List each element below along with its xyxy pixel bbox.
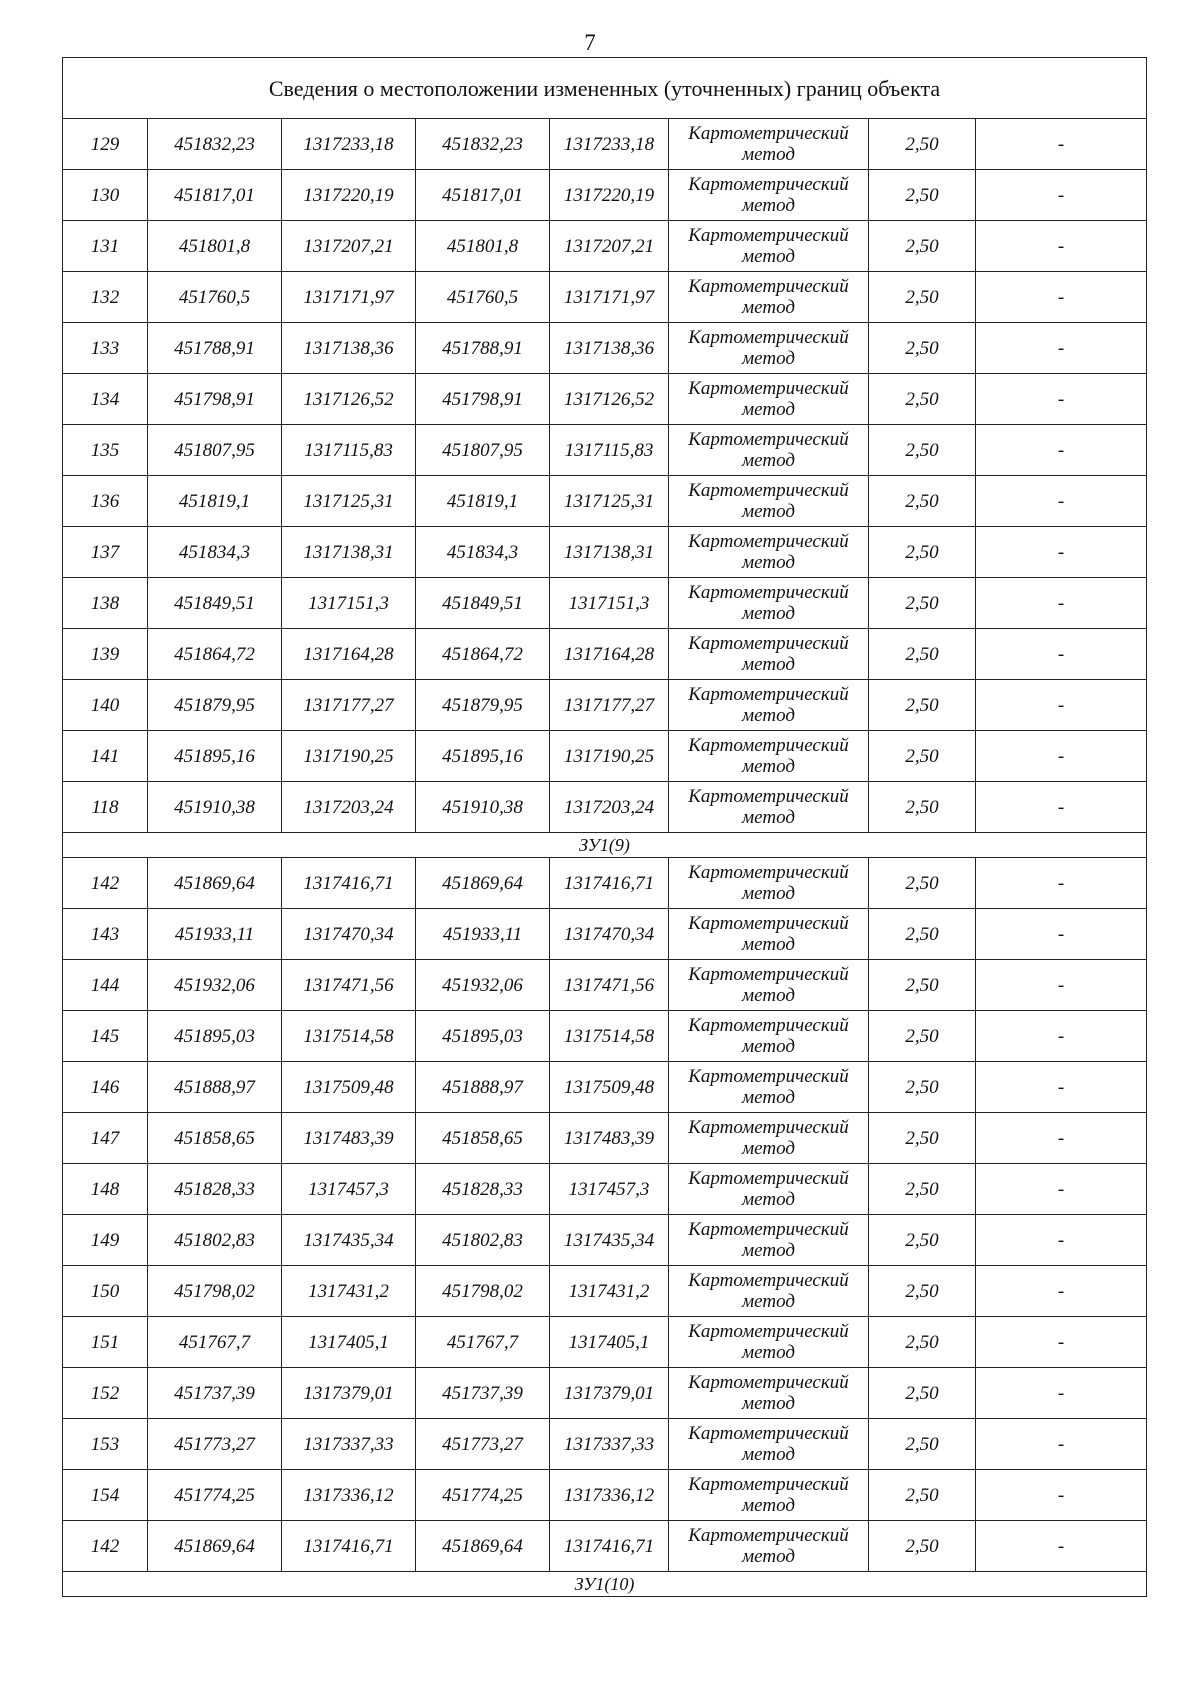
- point-number-cell: 142: [63, 858, 148, 909]
- method-cell: Картометрический метод: [669, 374, 869, 425]
- method-cell: Картометрический метод: [669, 1317, 869, 1368]
- table-row: [63, 858, 1147, 909]
- y-new-cell: 1317164,28: [550, 629, 669, 680]
- method-cell: Картометрический метод: [669, 1521, 869, 1572]
- table-row: [63, 731, 1147, 782]
- y-existing-cell: 1317483,39: [282, 1113, 416, 1164]
- note-cell: -: [976, 221, 1147, 272]
- accuracy-cell: 2,50: [869, 782, 976, 833]
- x-new-cell: 451879,95: [416, 680, 550, 731]
- y-existing-cell: 1317514,58: [282, 1011, 416, 1062]
- x-existing-cell: 451933,11: [148, 909, 282, 960]
- note-cell: -: [976, 1266, 1147, 1317]
- x-existing-cell: 451788,91: [148, 323, 282, 374]
- accuracy-cell: 2,50: [869, 323, 976, 374]
- point-number-cell: 143: [63, 909, 148, 960]
- table-row: [63, 323, 1147, 374]
- table-row: [63, 1368, 1147, 1419]
- x-new-cell: 451798,91: [416, 374, 550, 425]
- y-existing-cell: 1317125,31: [282, 476, 416, 527]
- accuracy-cell: 2,50: [869, 960, 976, 1011]
- y-existing-cell: 1317171,97: [282, 272, 416, 323]
- y-new-cell: 1317115,83: [550, 425, 669, 476]
- note-cell: -: [976, 425, 1147, 476]
- accuracy-cell: 2,50: [869, 1215, 976, 1266]
- y-new-cell: 1317138,36: [550, 323, 669, 374]
- table-row: [63, 1266, 1147, 1317]
- table-row: [63, 1419, 1147, 1470]
- method-cell: Картометрический метод: [669, 272, 869, 323]
- x-existing-cell: 451864,72: [148, 629, 282, 680]
- x-existing-cell: 451869,64: [148, 1521, 282, 1572]
- y-existing-cell: 1317138,36: [282, 323, 416, 374]
- point-number-cell: 140: [63, 680, 148, 731]
- method-cell: Картометрический метод: [669, 629, 869, 680]
- note-cell: -: [976, 119, 1147, 170]
- table-row: [63, 374, 1147, 425]
- x-existing-cell: 451849,51: [148, 578, 282, 629]
- note-cell: -: [976, 629, 1147, 680]
- x-existing-cell: 451910,38: [148, 782, 282, 833]
- y-existing-cell: 1317431,2: [282, 1266, 416, 1317]
- point-number-cell: 145: [63, 1011, 148, 1062]
- x-new-cell: 451888,97: [416, 1062, 550, 1113]
- x-new-cell: 451737,39: [416, 1368, 550, 1419]
- y-existing-cell: 1317435,34: [282, 1215, 416, 1266]
- note-cell: -: [976, 1368, 1147, 1419]
- y-existing-cell: 1317138,31: [282, 527, 416, 578]
- table-row: [63, 119, 1147, 170]
- x-existing-cell: 451737,39: [148, 1368, 282, 1419]
- note-cell: -: [976, 909, 1147, 960]
- note-cell: -: [976, 858, 1147, 909]
- y-existing-cell: 1317115,83: [282, 425, 416, 476]
- y-existing-cell: 1317470,34: [282, 909, 416, 960]
- y-existing-cell: 1317177,27: [282, 680, 416, 731]
- note-cell: -: [976, 960, 1147, 1011]
- point-number-cell: 135: [63, 425, 148, 476]
- table-body: [63, 58, 1147, 1597]
- y-new-cell: 1317207,21: [550, 221, 669, 272]
- point-number-cell: 154: [63, 1470, 148, 1521]
- x-existing-cell: 451879,95: [148, 680, 282, 731]
- y-new-cell: 1317233,18: [550, 119, 669, 170]
- x-new-cell: 451832,23: [416, 119, 550, 170]
- accuracy-cell: 2,50: [869, 1521, 976, 1572]
- point-number-cell: 148: [63, 1164, 148, 1215]
- table-row: [63, 909, 1147, 960]
- table-row: [63, 425, 1147, 476]
- x-existing-cell: 451895,16: [148, 731, 282, 782]
- y-existing-cell: 1317164,28: [282, 629, 416, 680]
- method-cell: Картометрический метод: [669, 221, 869, 272]
- accuracy-cell: 2,50: [869, 527, 976, 578]
- x-existing-cell: 451819,1: [148, 476, 282, 527]
- coordinates-table: [62, 57, 1147, 1597]
- note-cell: -: [976, 527, 1147, 578]
- method-cell: Картометрический метод: [669, 170, 869, 221]
- accuracy-cell: 2,50: [869, 909, 976, 960]
- x-new-cell: 451760,5: [416, 272, 550, 323]
- x-existing-cell: 451834,3: [148, 527, 282, 578]
- x-new-cell: 451864,72: [416, 629, 550, 680]
- method-cell: Картометрический метод: [669, 323, 869, 374]
- point-number-cell: 142: [63, 1521, 148, 1572]
- note-cell: -: [976, 1470, 1147, 1521]
- note-cell: -: [976, 476, 1147, 527]
- method-cell: Картометрический метод: [669, 1419, 869, 1470]
- note-cell: -: [976, 680, 1147, 731]
- point-number-cell: 139: [63, 629, 148, 680]
- y-existing-cell: 1317471,56: [282, 960, 416, 1011]
- method-cell: Картометрический метод: [669, 1215, 869, 1266]
- accuracy-cell: 2,50: [869, 1164, 976, 1215]
- accuracy-cell: 2,50: [869, 374, 976, 425]
- table-row: [63, 1470, 1147, 1521]
- y-new-cell: 1317405,1: [550, 1317, 669, 1368]
- x-new-cell: 451773,27: [416, 1419, 550, 1470]
- accuracy-cell: 2,50: [869, 1317, 976, 1368]
- y-existing-cell: 1317336,12: [282, 1470, 416, 1521]
- table-row: [63, 1317, 1147, 1368]
- table-row: [63, 1062, 1147, 1113]
- method-cell: Картометрический метод: [669, 782, 869, 833]
- y-existing-cell: 1317126,52: [282, 374, 416, 425]
- x-existing-cell: 451817,01: [148, 170, 282, 221]
- table-row: [63, 221, 1147, 272]
- y-new-cell: 1317471,56: [550, 960, 669, 1011]
- y-new-cell: 1317431,2: [550, 1266, 669, 1317]
- y-new-cell: 1317509,48: [550, 1062, 669, 1113]
- note-cell: -: [976, 1062, 1147, 1113]
- x-existing-cell: 451828,33: [148, 1164, 282, 1215]
- y-new-cell: 1317125,31: [550, 476, 669, 527]
- accuracy-cell: 2,50: [869, 272, 976, 323]
- method-cell: Картометрический метод: [669, 858, 869, 909]
- table-row: [63, 1215, 1147, 1266]
- y-new-cell: 1317379,01: [550, 1368, 669, 1419]
- note-cell: -: [976, 272, 1147, 323]
- x-existing-cell: 451760,5: [148, 272, 282, 323]
- method-cell: Картометрический метод: [669, 1368, 869, 1419]
- x-new-cell: 451788,91: [416, 323, 550, 374]
- x-existing-cell: 451895,03: [148, 1011, 282, 1062]
- point-number-cell: 130: [63, 170, 148, 221]
- point-number-cell: 136: [63, 476, 148, 527]
- table-row: [63, 527, 1147, 578]
- x-existing-cell: 451798,91: [148, 374, 282, 425]
- x-new-cell: 451933,11: [416, 909, 550, 960]
- x-existing-cell: 451767,7: [148, 1317, 282, 1368]
- point-number-cell: 134: [63, 374, 148, 425]
- note-cell: -: [976, 578, 1147, 629]
- point-number-cell: 132: [63, 272, 148, 323]
- x-new-cell: 451819,1: [416, 476, 550, 527]
- method-cell: Картометрический метод: [669, 476, 869, 527]
- point-number-cell: 153: [63, 1419, 148, 1470]
- x-existing-cell: 451858,65: [148, 1113, 282, 1164]
- x-existing-cell: 451869,64: [148, 858, 282, 909]
- accuracy-cell: 2,50: [869, 1266, 976, 1317]
- point-number-cell: 150: [63, 1266, 148, 1317]
- accuracy-cell: 2,50: [869, 1368, 976, 1419]
- method-cell: Картометрический метод: [669, 909, 869, 960]
- accuracy-cell: 2,50: [869, 119, 976, 170]
- x-new-cell: 451817,01: [416, 170, 550, 221]
- method-cell: Картометрический метод: [669, 1113, 869, 1164]
- method-cell: Картометрический метод: [669, 119, 869, 170]
- note-cell: -: [976, 323, 1147, 374]
- table-row: [63, 629, 1147, 680]
- table-row: [63, 170, 1147, 221]
- point-number-cell: 149: [63, 1215, 148, 1266]
- x-existing-cell: 451774,25: [148, 1470, 282, 1521]
- y-new-cell: 1317177,27: [550, 680, 669, 731]
- y-existing-cell: 1317457,3: [282, 1164, 416, 1215]
- y-new-cell: 1317203,24: [550, 782, 669, 833]
- note-cell: -: [976, 1521, 1147, 1572]
- y-new-cell: 1317416,71: [550, 858, 669, 909]
- y-new-cell: 1317190,25: [550, 731, 669, 782]
- x-new-cell: 451828,33: [416, 1164, 550, 1215]
- y-new-cell: 1317171,97: [550, 272, 669, 323]
- note-cell: -: [976, 1011, 1147, 1062]
- y-existing-cell: 1317379,01: [282, 1368, 416, 1419]
- method-cell: Картометрический метод: [669, 1164, 869, 1215]
- accuracy-cell: 2,50: [869, 858, 976, 909]
- x-new-cell: 451834,3: [416, 527, 550, 578]
- x-existing-cell: 451773,27: [148, 1419, 282, 1470]
- point-number-cell: 147: [63, 1113, 148, 1164]
- table-row: [63, 960, 1147, 1011]
- table-row: [63, 680, 1147, 731]
- x-new-cell: 451801,8: [416, 221, 550, 272]
- y-existing-cell: 1317509,48: [282, 1062, 416, 1113]
- x-new-cell: 451858,65: [416, 1113, 550, 1164]
- table-row: [63, 1164, 1147, 1215]
- x-new-cell: 451869,64: [416, 1521, 550, 1572]
- x-existing-cell: 451888,97: [148, 1062, 282, 1113]
- table-row: [63, 476, 1147, 527]
- accuracy-cell: 2,50: [869, 1113, 976, 1164]
- y-existing-cell: 1317207,21: [282, 221, 416, 272]
- x-existing-cell: 451932,06: [148, 960, 282, 1011]
- section-label: ЗУ1(9): [63, 833, 1147, 858]
- y-new-cell: 1317138,31: [550, 527, 669, 578]
- y-new-cell: 1317483,39: [550, 1113, 669, 1164]
- accuracy-cell: 2,50: [869, 731, 976, 782]
- point-number-cell: 151: [63, 1317, 148, 1368]
- table-row: [63, 272, 1147, 323]
- x-existing-cell: 451798,02: [148, 1266, 282, 1317]
- x-new-cell: 451932,06: [416, 960, 550, 1011]
- point-number-cell: 118: [63, 782, 148, 833]
- table-title: Сведения о местоположении измененных (уточненных) границ объекта: [63, 58, 1147, 119]
- y-existing-cell: 1317203,24: [282, 782, 416, 833]
- page-number: 7: [584, 30, 596, 55]
- x-new-cell: 451798,02: [416, 1266, 550, 1317]
- accuracy-cell: 2,50: [869, 425, 976, 476]
- accuracy-cell: 2,50: [869, 170, 976, 221]
- y-new-cell: 1317126,52: [550, 374, 669, 425]
- section-label: ЗУ1(10): [63, 1572, 1147, 1597]
- y-new-cell: 1317416,71: [550, 1521, 669, 1572]
- y-existing-cell: 1317416,71: [282, 1521, 416, 1572]
- section-header-row: [63, 833, 1147, 858]
- x-existing-cell: 451801,8: [148, 221, 282, 272]
- x-new-cell: 451895,16: [416, 731, 550, 782]
- x-existing-cell: 451802,83: [148, 1215, 282, 1266]
- accuracy-cell: 2,50: [869, 1470, 976, 1521]
- note-cell: -: [976, 1113, 1147, 1164]
- accuracy-cell: 2,50: [869, 476, 976, 527]
- accuracy-cell: 2,50: [869, 221, 976, 272]
- table-title-row: [63, 58, 1147, 119]
- point-number-cell: 152: [63, 1368, 148, 1419]
- y-new-cell: 1317220,19: [550, 170, 669, 221]
- y-existing-cell: 1317405,1: [282, 1317, 416, 1368]
- x-new-cell: 451774,25: [416, 1470, 550, 1521]
- note-cell: -: [976, 1419, 1147, 1470]
- note-cell: -: [976, 731, 1147, 782]
- table-row: [63, 1011, 1147, 1062]
- x-new-cell: 451869,64: [416, 858, 550, 909]
- note-cell: -: [976, 170, 1147, 221]
- point-number-cell: 137: [63, 527, 148, 578]
- y-new-cell: 1317336,12: [550, 1470, 669, 1521]
- accuracy-cell: 2,50: [869, 1011, 976, 1062]
- y-existing-cell: 1317220,19: [282, 170, 416, 221]
- method-cell: Картометрический метод: [669, 1470, 869, 1521]
- method-cell: Картометрический метод: [669, 680, 869, 731]
- y-new-cell: 1317435,34: [550, 1215, 669, 1266]
- table-row: [63, 1521, 1147, 1572]
- x-existing-cell: 451807,95: [148, 425, 282, 476]
- y-new-cell: 1317151,3: [550, 578, 669, 629]
- table-row: [63, 782, 1147, 833]
- accuracy-cell: 2,50: [869, 1062, 976, 1113]
- y-new-cell: 1317470,34: [550, 909, 669, 960]
- x-existing-cell: 451832,23: [148, 119, 282, 170]
- section-header-row: [63, 1572, 1147, 1597]
- y-existing-cell: 1317151,3: [282, 578, 416, 629]
- note-cell: -: [976, 1215, 1147, 1266]
- x-new-cell: 451807,95: [416, 425, 550, 476]
- x-new-cell: 451767,7: [416, 1317, 550, 1368]
- method-cell: Картометрический метод: [669, 578, 869, 629]
- accuracy-cell: 2,50: [869, 1419, 976, 1470]
- y-new-cell: 1317457,3: [550, 1164, 669, 1215]
- y-existing-cell: 1317337,33: [282, 1419, 416, 1470]
- point-number-cell: 146: [63, 1062, 148, 1113]
- point-number-cell: 141: [63, 731, 148, 782]
- method-cell: Картометрический метод: [669, 731, 869, 782]
- x-new-cell: 451802,83: [416, 1215, 550, 1266]
- x-new-cell: 451910,38: [416, 782, 550, 833]
- method-cell: Картометрический метод: [669, 1266, 869, 1317]
- y-new-cell: 1317337,33: [550, 1419, 669, 1470]
- point-number-cell: 144: [63, 960, 148, 1011]
- point-number-cell: 133: [63, 323, 148, 374]
- method-cell: Картометрический метод: [669, 1062, 869, 1113]
- point-number-cell: 129: [63, 119, 148, 170]
- y-new-cell: 1317514,58: [550, 1011, 669, 1062]
- note-cell: -: [976, 1164, 1147, 1215]
- y-existing-cell: 1317190,25: [282, 731, 416, 782]
- method-cell: Картометрический метод: [669, 1011, 869, 1062]
- y-existing-cell: 1317416,71: [282, 858, 416, 909]
- point-number-cell: 138: [63, 578, 148, 629]
- table-row: [63, 578, 1147, 629]
- x-new-cell: 451849,51: [416, 578, 550, 629]
- method-cell: Картометрический метод: [669, 960, 869, 1011]
- method-cell: Картометрический метод: [669, 425, 869, 476]
- accuracy-cell: 2,50: [869, 629, 976, 680]
- table-row: [63, 1113, 1147, 1164]
- point-number-cell: 131: [63, 221, 148, 272]
- method-cell: Картометрический метод: [669, 527, 869, 578]
- y-existing-cell: 1317233,18: [282, 119, 416, 170]
- x-new-cell: 451895,03: [416, 1011, 550, 1062]
- note-cell: -: [976, 782, 1147, 833]
- note-cell: -: [976, 374, 1147, 425]
- accuracy-cell: 2,50: [869, 680, 976, 731]
- accuracy-cell: 2,50: [869, 578, 976, 629]
- note-cell: -: [976, 1317, 1147, 1368]
